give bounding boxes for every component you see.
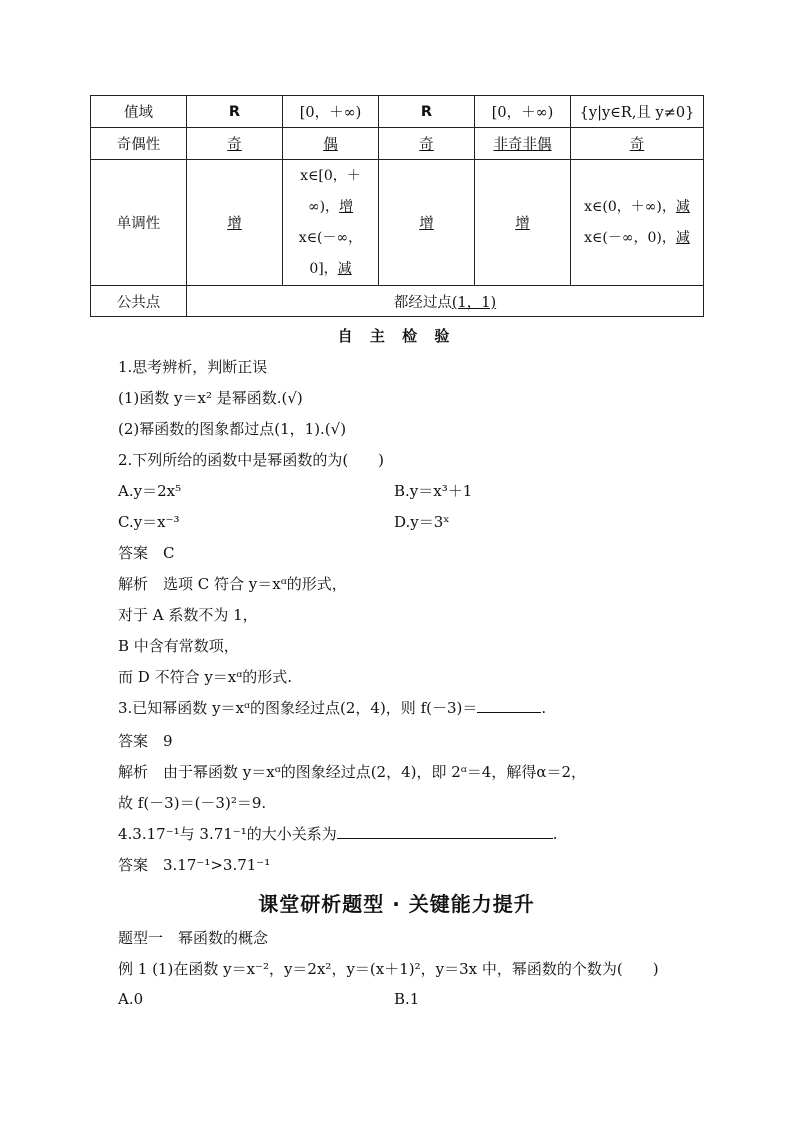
table-cell: {y|y∈R,且 y≠0} [571, 96, 704, 128]
q2-option-d: D.y＝3ˣ [394, 513, 450, 531]
q2-analysis: B 中含有常数项， [118, 637, 239, 655]
q2-option-a: A.y＝2x⁵ [118, 482, 182, 500]
table-cell: 都经过点(1，1) [187, 286, 704, 317]
q3-analysis: 故 f(－3)＝(－3)²＝9. [118, 794, 267, 812]
type1-title: 题型一 幂函数的概念 [118, 929, 269, 947]
q1-item1: (1)函数 y＝x² 是幂函数.(√) [118, 389, 303, 407]
table-cell [571, 160, 704, 286]
q1-item2: (2)幂函数的图象都过点(1，1).(√) [118, 420, 347, 438]
q3-answer: 答案 9 [118, 732, 173, 750]
cell-line: ∞)，增 [307, 198, 354, 215]
answer-blank[interactable] [477, 698, 541, 713]
row-common-point [91, 286, 704, 317]
power-function-properties-table [90, 95, 704, 317]
cell-line: x∈(－∞， [298, 229, 363, 246]
section-title-self-check: 自 主 检 验 [337, 327, 456, 345]
cell-line: 0]，减 [309, 260, 352, 277]
row-range [91, 96, 704, 128]
ex1-stem: 例 1 (1)在函数 y＝x⁻²，y＝2x²，y＝(x＋1)²，y＝3x 中，幂函数的个数为( ) [118, 960, 659, 978]
q2-analysis: 而 D 不符合 y＝xᵅ的形式. [118, 668, 293, 686]
q2-stem: 2.下列所给的函数中是幂函数的为( ) [118, 451, 385, 469]
table-cell: 增 [379, 160, 475, 286]
q2-option-c: C.y＝x⁻³ [118, 513, 180, 531]
row-label: 奇偶性 [91, 128, 187, 160]
q1-stem: 1.思考辨析，判断正误 [118, 358, 268, 376]
q4-answer: 答案 3.17⁻¹>3.71⁻¹ [118, 856, 271, 874]
table-cell: [0，＋∞) [283, 96, 379, 128]
q4-stem: 4.3.17⁻¹与 3.71⁻¹的大小关系为 . [118, 825, 558, 843]
cell-line: x∈(－∞，0)，减 [584, 229, 690, 246]
table-cell: 偶 [283, 128, 379, 160]
row-label: 值域 [91, 96, 187, 128]
table-cell: 奇 [379, 128, 475, 160]
table-cell: 非奇非偶 [475, 128, 571, 160]
row-monotonicity [91, 160, 704, 286]
table-cell: 奇 [187, 128, 283, 160]
q2-answer: 答案 C [118, 544, 175, 562]
ex1-option-a: A.0 [118, 990, 144, 1008]
row-parity [91, 128, 704, 160]
table-cell: R [379, 96, 475, 128]
cell-line: x∈(0，＋∞)，减 [584, 198, 690, 215]
table-cell: [0，＋∞) [475, 96, 571, 128]
q3-stem: 3.已知幂函数 y＝xᵅ的图象经过点(2，4)，则 f(－3)＝ . [118, 699, 547, 717]
q2-option-b: B.y＝x³＋1 [394, 482, 473, 500]
table-cell: 奇 [571, 128, 704, 160]
row-label: 单调性 [91, 160, 187, 286]
q2-analysis: 解析 选项 C 符合 y＝xᵅ的形式， [118, 575, 347, 593]
cell-line: x∈[0，＋ [300, 167, 361, 184]
table-cell [283, 160, 379, 286]
table-cell: R [187, 96, 283, 128]
table-cell: 增 [187, 160, 283, 286]
row-label: 公共点 [91, 286, 187, 317]
section-title-key-abilities: 课堂研析题型 · 关键能力提升 [258, 892, 535, 916]
q2-analysis: 对于 A 系数不为 1， [118, 606, 258, 624]
answer-blank[interactable] [337, 824, 553, 839]
ex1-option-b: B.1 [394, 990, 420, 1008]
table-cell: 增 [475, 160, 571, 286]
q3-analysis: 解析 由于幂函数 y＝xᵅ的图象经过点(2，4)，即 2ᵅ＝4，解得α＝2， [118, 763, 587, 781]
